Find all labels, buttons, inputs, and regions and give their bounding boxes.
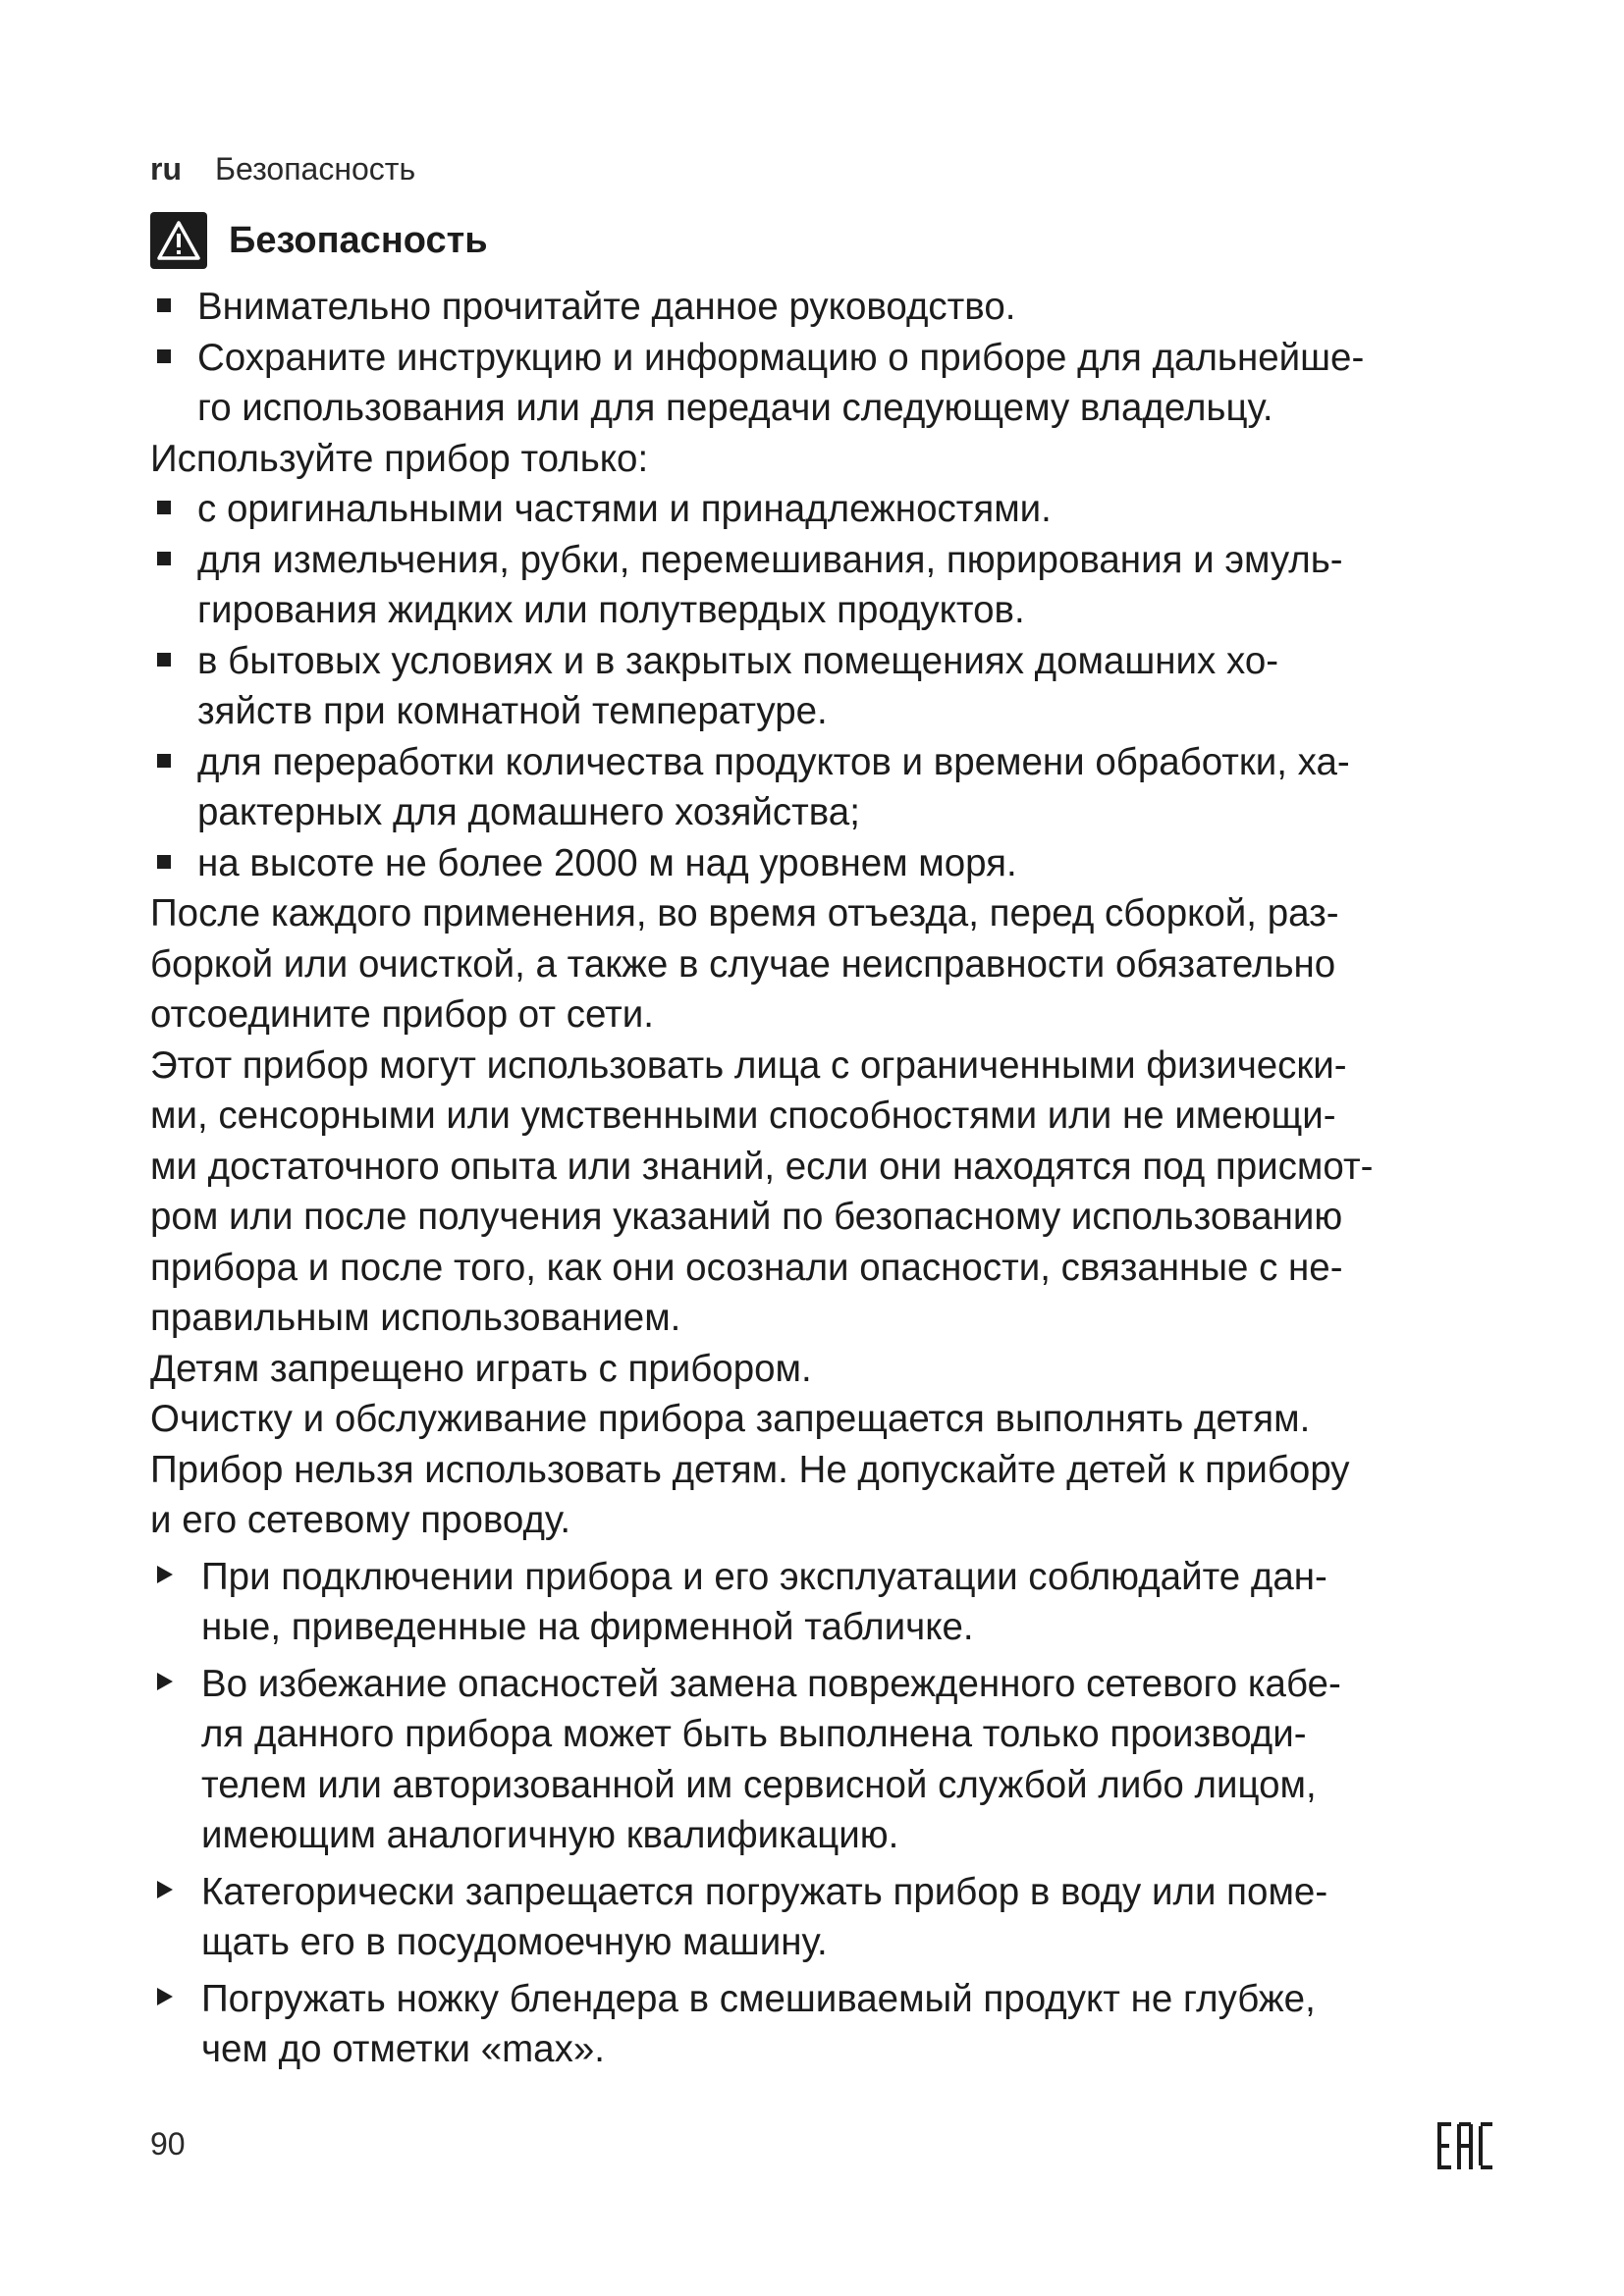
square-bullet-icon (157, 501, 171, 514)
triangle-bullet-icon (157, 1988, 173, 2005)
instruction-item (150, 1552, 1505, 1653)
page-header (150, 147, 415, 190)
list-item-text: Сохраните инструкцию и информацию о приборе для дальнейше- го использования или для передачи следующему владельцу. (197, 336, 1365, 429)
square-bullet-icon (157, 855, 171, 869)
instruction-item (150, 1867, 1505, 1968)
instruction-text: Погружать ножку блендера в смешиваемый продукт не глубже, чем до отметки «max». (201, 1977, 1316, 2070)
section-name: Безопасность (215, 151, 416, 187)
warning-icon (150, 212, 207, 269)
list-item (150, 535, 1505, 636)
triangle-bullet-icon (157, 1566, 173, 1583)
list-item-text: на высоте не более 2000 м над уровнем моря. (197, 841, 1017, 884)
square-bullet-icon (157, 552, 171, 565)
list-item (150, 636, 1505, 737)
square-bullet-icon (157, 754, 171, 768)
list-item (150, 737, 1505, 838)
list-item-text: с оригинальными частями и принадлежностями. (197, 488, 1052, 530)
instruction-text: Во избежание опасностей замена поврежденного сетевого кабе- ля данного прибора может быть выполнена только производи- телем или авторизованной им сервисной службой либо лицом, имеющим аналогичную квалификацию. (201, 1662, 1341, 1856)
document-body (150, 282, 1505, 2075)
page-number: 90 (150, 2126, 186, 2162)
square-bullet-icon (157, 349, 171, 363)
list-item-text: для переработки количества продуктов и времени обработки, ха- рактерных для домашнего хозяйства; (197, 740, 1350, 833)
list-item (150, 838, 1505, 889)
instruction-item (150, 1974, 1505, 2075)
list-item (150, 333, 1505, 434)
list-item-text: для измельчения, рубки, перемешивания, пюрирования и эмуль- гирования жидких или полутвердых продуктов. (197, 538, 1343, 631)
instruction-text: При подключении прибора и его эксплуатации соблюдайте дан- ные, приведенные на фирменной табличке. (201, 1555, 1327, 1648)
square-bullet-icon (157, 653, 171, 667)
paragraph: Детям запрещено играть с прибором. (150, 1347, 812, 1390)
list-item (150, 282, 1505, 333)
instruction-item (150, 1659, 1505, 1861)
paragraph: Используйте прибор только: (150, 437, 649, 480)
list-item (150, 484, 1505, 535)
triangle-bullet-icon (157, 1881, 173, 1898)
list-item-text: в бытовых условиях и в закрытых помещениях домашних хо- зяйств при комнатной температуре. (197, 639, 1279, 732)
list-item-text: Внимательно прочитайте данное руководство. (197, 286, 1016, 328)
paragraph: После каждого применения, во время отъезда, перед сборкой, раз- боркой или очисткой, а также в случае неисправности обязательно отсоедините прибор от сети. (150, 892, 1339, 1036)
page-title: Безопасность (229, 219, 488, 261)
square-bullet-icon (157, 298, 171, 312)
language-code: ru (150, 151, 182, 187)
paragraph: Этот прибор могут использовать лица с ограниченными физически- ми, сенсорными или умственными способностями или не имеющи- ми достаточного опыта или знаний, если они находятся под присмот- ром или после получения указаний по безопасному использованию прибора и после того, как они осознали опасности, связанные с не- правильным использованием. (150, 1043, 1374, 1339)
section-heading (150, 212, 488, 269)
paragraph: Очистку и обслуживание прибора запрещается выполнять детям. Прибор нельзя использовать детям. Не допускайте детей к прибору и его сетевому проводу. (150, 1398, 1350, 1541)
instruction-text: Категорически запрещается погружать прибор в воду или поме- щать его в посудомоечную машину. (201, 1870, 1328, 1963)
eac-certification-mark-icon (1437, 2122, 1492, 2169)
triangle-bullet-icon (157, 1673, 173, 1690)
